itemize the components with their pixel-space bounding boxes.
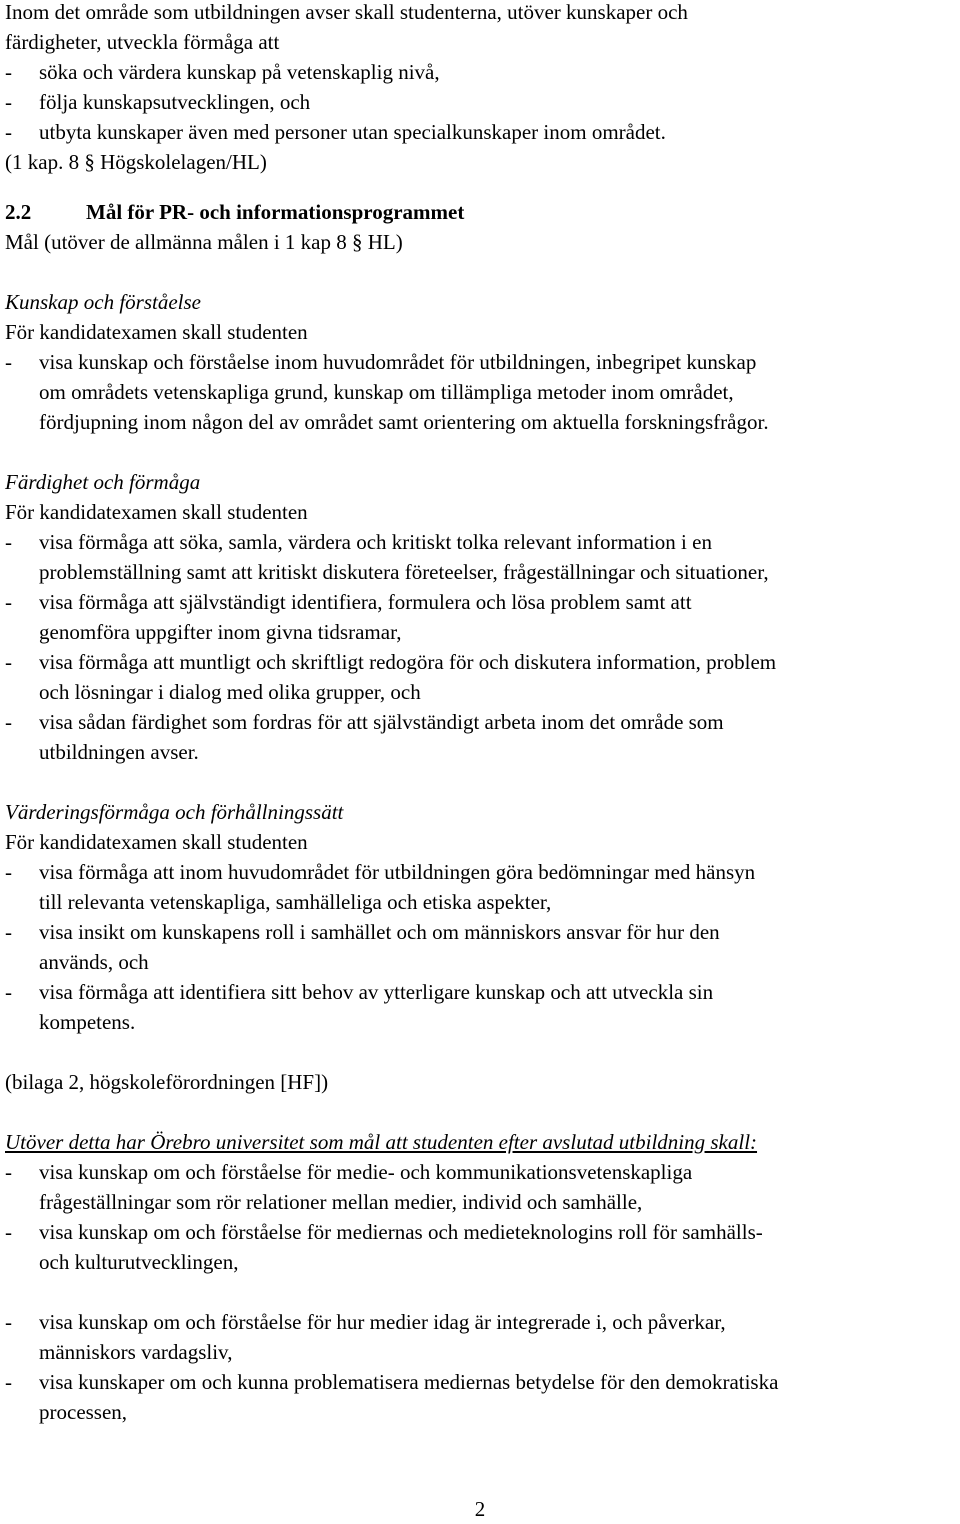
section-title: Mål för PR- och informationsprogrammet <box>86 200 465 224</box>
knowledge-heading: Kunskap och förståelse <box>5 290 201 314</box>
skills-item-2: - visa förmåga att självständigt identifiera, formulera och lösa problem samt att genomföra uppgifter inom givna tidsramar, <box>5 590 692 644</box>
judgement-heading: Värderingsförmåga och förhållningssätt <box>5 800 344 824</box>
orebro-heading: Utöver detta har Örebro universitet som mål att studenten efter avslutad utbildning skall: <box>5 1130 758 1154</box>
intro-line-1: Inom det område som utbildningen avser skall studenterna, utöver kunskaper och <box>5 0 688 24</box>
skills-item-3: - visa förmåga att muntligt och skriftligt redogöra för och diskutera information, problem och lösningar i dialog med olika grupper, och <box>5 650 777 704</box>
knowledge-lead: För kandidatexamen skall studenten <box>5 320 308 344</box>
page-number: 2 <box>474 1497 486 1521</box>
orebro-item-3: - visa kunskap om och förståelse för hur medier idag är integrerade i, och påverkar, människors vardagsliv, <box>5 1310 726 1364</box>
intro-item-3: - utbyta kunskaper även med personer utan specialkunskaper inom området. <box>5 120 666 144</box>
skills-item-1: - visa förmåga att söka, samla, värdera och kritiskt tolka relevant information i en problemställning samt att kritiskt diskutera företeelser, frågeställningar och situationer, <box>5 530 769 584</box>
intro-line-2: färdigheter, utveckla förmåga att <box>5 30 280 54</box>
intro-reference: (1 kap. 8 § Högskolelagen/HL) <box>5 150 267 174</box>
section-heading <box>5 197 958 227</box>
orebro-item-4: - visa kunskaper om och kunna problematisera mediernas betydelse för den demokratiska processen, <box>5 1370 779 1424</box>
knowledge-item-1: - visa kunskap och förståelse inom huvudområdet för utbildningen, inbegripet kunskap om områdets vetenskapliga grund, kunskap om tillämpliga metoder inom området, fördjupning inom någon del av området samt orientering om aktuella forskningsfrågor. <box>5 350 769 434</box>
skills-lead: För kandidatexamen skall studenten <box>5 500 308 524</box>
skills-item-4: - visa sådan färdighet som fordras för att självständigt arbeta inom det område som utbildningen avser. <box>5 710 724 764</box>
document-page <box>5 0 958 1427</box>
judgement-item-3: - visa förmåga att identifiera sitt behov av ytterligare kunskap och att utveckla sin kompetens. <box>5 980 714 1034</box>
judgement-reference: (bilaga 2, högskoleförordningen [HF]) <box>5 1070 329 1094</box>
intro-item-1: - söka och värdera kunskap på vetenskaplig nivå, <box>5 60 440 84</box>
judgement-item-1: - visa förmåga att inom huvudområdet för utbildningen göra bedömningar med hänsyn till relevanta vetenskapliga, samhälleliga och etiska aspekter, <box>5 860 756 914</box>
judgement-lead: För kandidatexamen skall studenten <box>5 830 308 854</box>
orebro-item-2: - visa kunskap om och förståelse för mediernas och medieteknologins roll för samhälls- och kulturutvecklingen, <box>5 1220 763 1274</box>
section-number: 2.2 <box>5 200 32 224</box>
section-subtitle: Mål (utöver de allmänna målen i 1 kap 8 § HL) <box>5 230 403 254</box>
judgement-item-2: - visa insikt om kunskapens roll i samhället och om människors ansvar för hur den används, och <box>5 920 720 974</box>
intro-item-2: - följa kunskapsutvecklingen, och <box>5 90 311 114</box>
skills-heading: Färdighet och förmåga <box>5 470 201 494</box>
orebro-item-1: - visa kunskap om och förståelse för medie- och kommunikationsvetenskapliga frågeställningar som rör relationer mellan medier, individ och samhälle, <box>5 1160 693 1214</box>
